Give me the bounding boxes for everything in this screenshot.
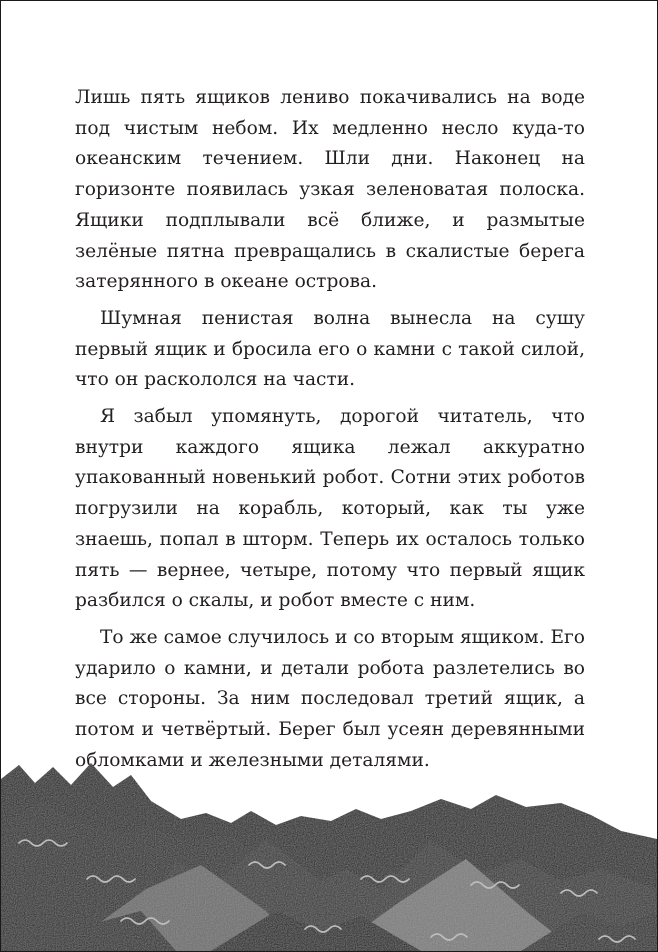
paragraph-2: Шумная пенистая волна вынесла на сушу первый ящик и бросила его о камни с такой силой, что он раскололся на части. — [75, 307, 585, 391]
ocean-waves-illustration — [1, 761, 657, 951]
story-text — [75, 83, 585, 776]
paragraph-1: Лишь пять ящиков лениво покачивались на воде под чистым небом. Их медленно несло куда-то океанским течением. Шли дни. Наконец на горизонте появилась узкая зеленоватая полоска. Ящики подплывали всё ближе, и размытые зелёные пятна превращались в скалистые берега затерянного в океане острова. — [75, 87, 585, 293]
paragraph-3: Я забыл упомянуть, дорогой читатель, что внутри каждого ящика лежал аккуратно упакованный новенький робот. Сотни этих роботов погрузили на корабль, который, как ты уже знаешь, попал в шторм. Теперь их осталось только пять — вернее, четыре, потому что первый ящик разбился о скалы, и робот вместе с ним. — [75, 406, 585, 612]
paragraph-4: То же самое случилось и со вторым ящиком. Его ударило о камни, и детали робота разлетелись во все стороны. За ним последовал третий ящик, а потом и четвёртый. Берег был усеян деревянными обломками и железными деталями. — [75, 626, 585, 771]
